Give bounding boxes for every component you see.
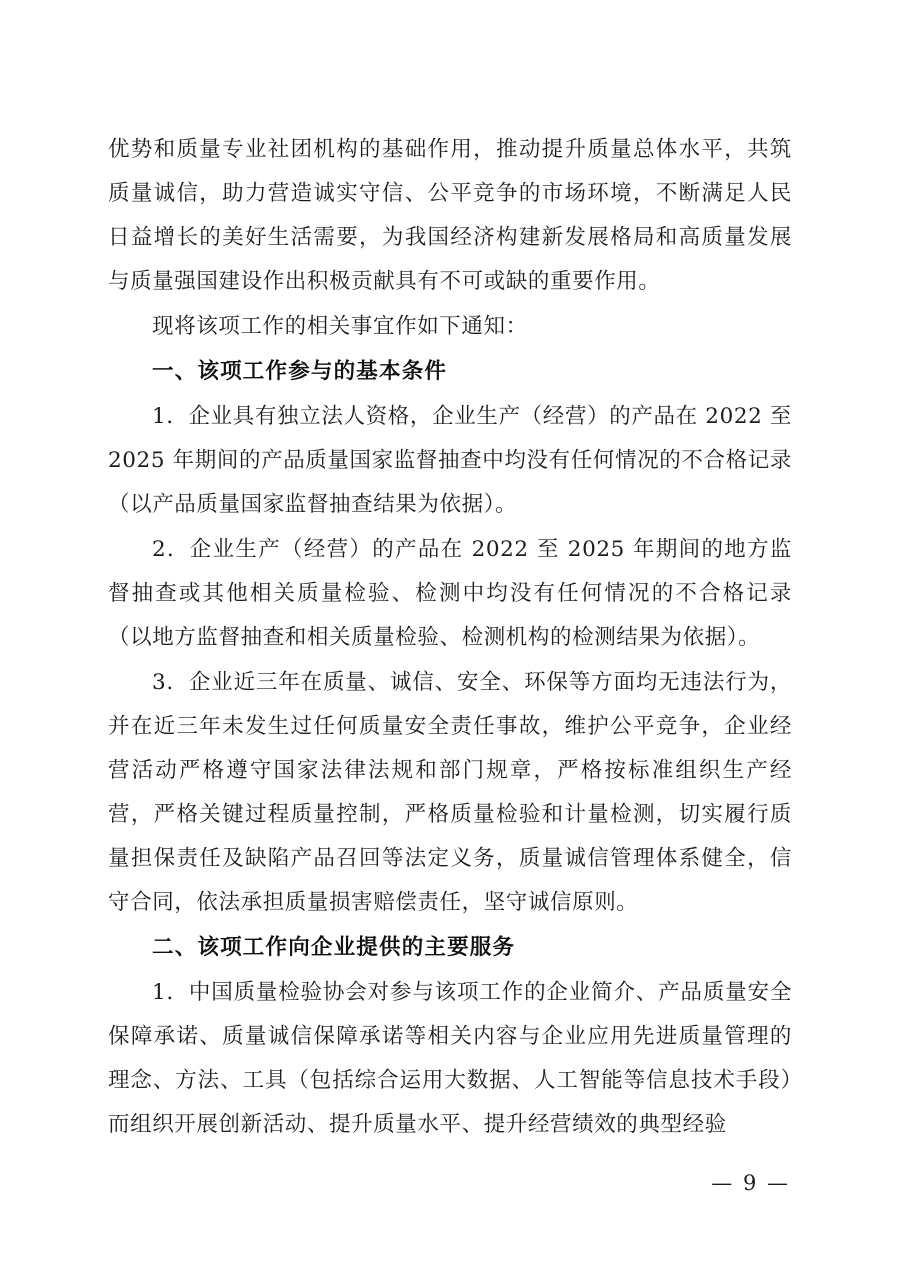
section-heading-two: 二、该项工作向企业提供的主要服务 — [152, 935, 516, 960]
page-number: — 9 — — [711, 1171, 790, 1195]
paragraph-continuation: 优势和质量专业社团机构的基础作用，推动提升质量总体水平，共筑质量诚信，助力营造诚实守信、公平竞争的市场环境，不断满足人民日益增长的美好生活需要，为我国经济构建新发展格局和高质量发展与质量强国建设作出积极贡献具有不可或缺的重要作用。 — [108, 137, 792, 294]
paragraph-condition-3: 3．企业近三年在质量、诚信、安全、环保等方面均无违法行为，并在近三年未发生过任何质量安全责任事故，维护公平竞争，企业经营活动严格遵守国家法律法规和部门规章，严格按标准组织生产经营，严格关键过程质量控制，严格质量检验和计量检测，切实履行质量担保责任及缺陷产品召回等法定义务，质量诚信管理体系健全，信守合同，依法承担质量损害赔偿责任，坚守诚信原则。 — [108, 670, 792, 915]
paragraph-service-1: 1．中国质量检验协会对参与该项工作的企业简介、产品质量安全保障承诺、质量诚信保障承诺等相关内容与企业应用先进质量管理的理念、方法、工具（包括综合运用大数据、人工智能等信息技术手段）而组织开展创新活动、提升质量水平、提升经营绩效的典型经验 — [108, 980, 792, 1137]
paragraph-condition-2: 2．企业生产（经营）的产品在 2022 至 2025 年期间的地方监督抽查或其他相关质量检验、检测中均没有任何情况的不合格记录（以地方监督抽查和相关质量检验、检测机构的检测结果为依据）。 — [108, 537, 792, 650]
paragraph-notice-intro: 现将该项工作的相关事宜作如下通知： — [152, 314, 528, 339]
section-heading-one: 一、该项工作参与的基本条件 — [152, 359, 448, 384]
document-body — [108, 128, 792, 1148]
paragraph-condition-1: 1．企业具有独立法人资格，企业生产（经营）的产品在 2022 至 2025 年期间的产品质量国家监督抽查中均没有任何情况的不合格记录（以产品质量国家监督抽查结果为依据）。 — [108, 404, 792, 517]
